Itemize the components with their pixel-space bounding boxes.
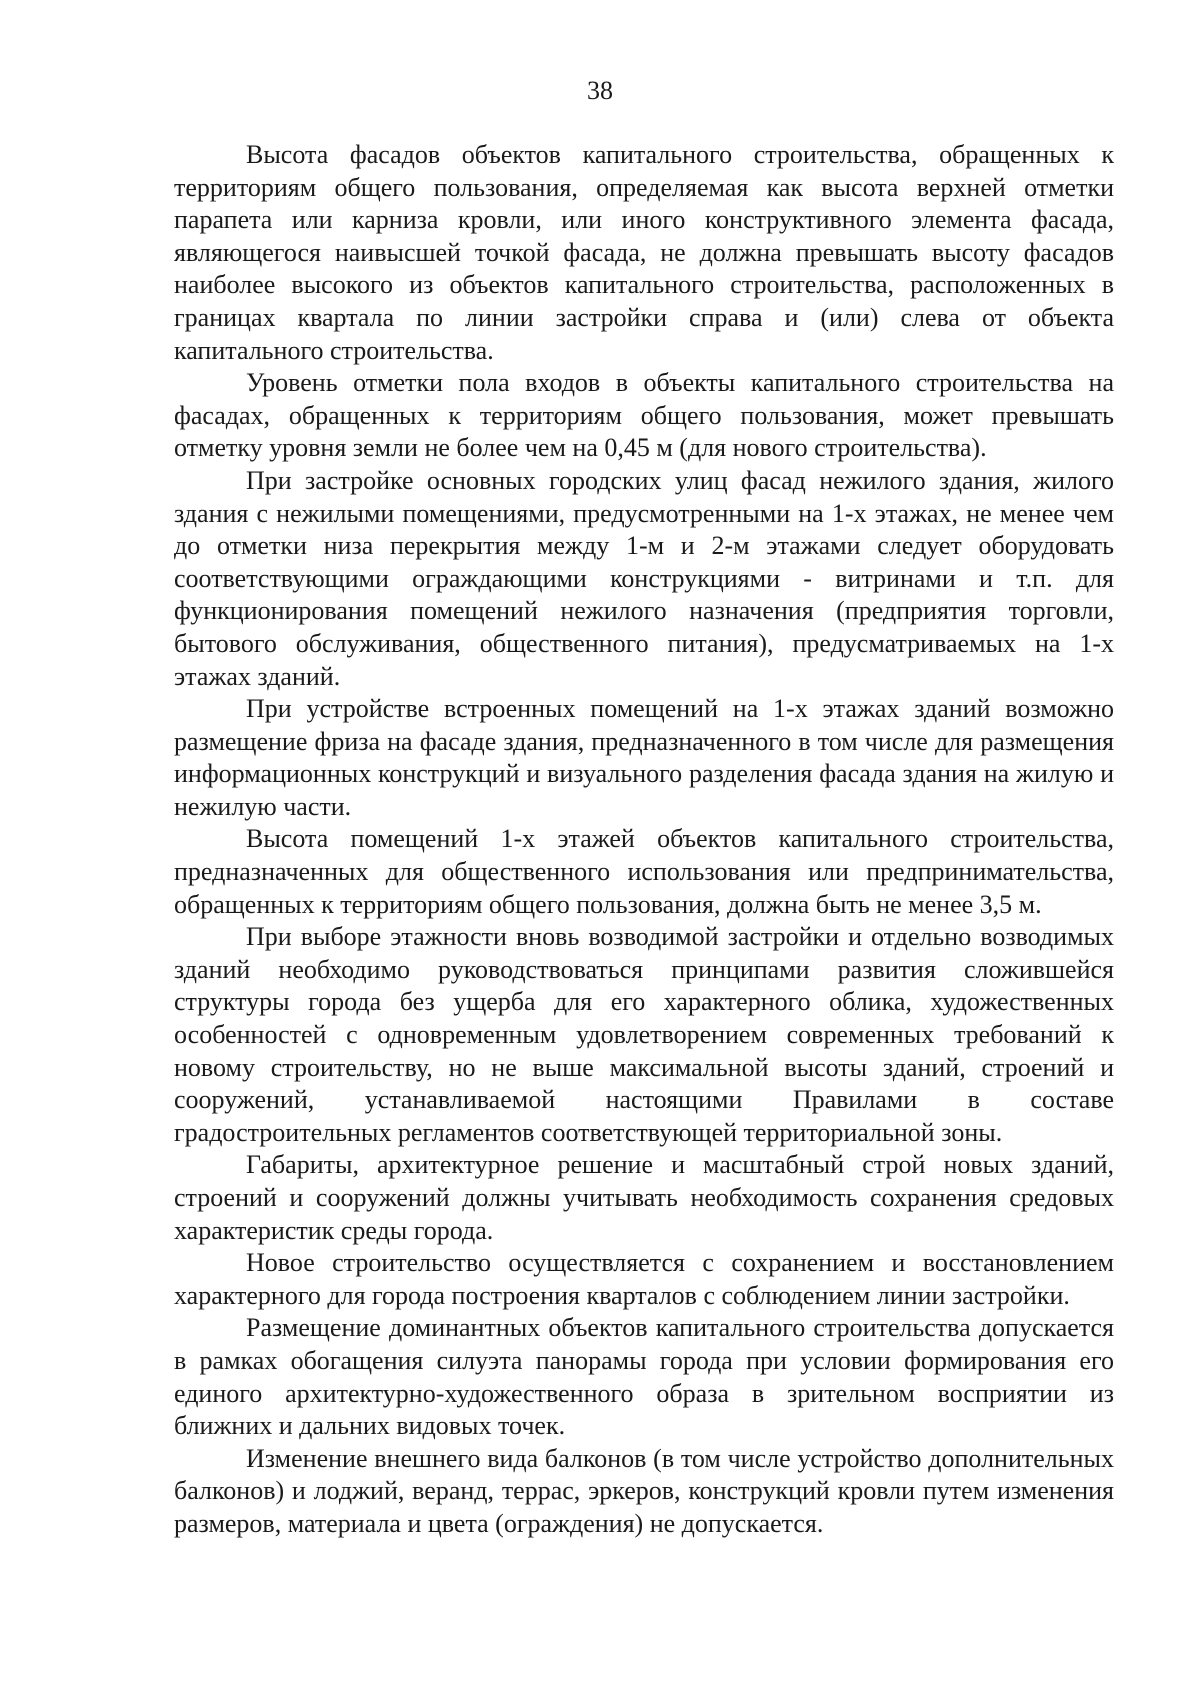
paragraph-dominants: Размещение доминантных объектов капитального строительства допускается в рамках обогащения силуэта панорамы города при условии формирования его единого архитектурно-художественного образа в зрительном восприятии из ближних и дальних видовых точек.: [174, 1313, 1114, 1441]
document-body: [174, 139, 1114, 1541]
paragraph-balconies: Изменение внешнего вида балконов (в том числе устройство дополнительных балконов) и лоджий, веранд, террас, эркеров, конструкций кровли путем изменения размеров, материала и цвета (ограждения) не допускается.: [174, 1443, 1114, 1538]
paragraph-new-construction: Новое строительство осуществляется с сохранением и восстановлением характерного для города построения кварталов с соблюдением линии застройки.: [174, 1248, 1114, 1310]
paragraph-ground-floor-height: Высота помещений 1-х этажей объектов капитального строительства, предназначенных для общественного использования или предпринимательства, обращенных к территориям общего пользования, должна быть не менее 3,5 м.: [174, 824, 1114, 919]
paragraph-facade-height: Высота фасадов объектов капитального строительства, обращенных к территориям общего пользования, определяемая как высота верхней отметки парапета или карниза кровли, или иного конструктивного элемента фасада, являющегося наивысшей точкой фасада, не должна превышать высоту фасадов наиболее высокого из объектов капитального строительства, расположенных в границах квартала по линии застройки справа и (или) слева от объекта капитального строительства.: [174, 140, 1114, 365]
paragraph-street-facade: При застройке основных городских улиц фасад нежилого здания, жилого здания с нежилыми помещениями, предусмотренными на 1-х этажах, не менее чем до отметки низа перекрытия между 1-м и 2-м этажами следует оборудовать соответствующими ограждающими конструкциями - витринами и т.п. для функционирования помещений нежилого назначения (предприятия торговли, бытового обслуживания, общественного питания), предусматриваемых на 1-х этажах зданий.: [174, 465, 1114, 691]
page-number: 38: [587, 76, 613, 105]
paragraph-dimensions: Габариты, архитектурное решение и масштабный строй новых зданий, строений и сооружений должны учитывать необходимость сохранения средовых характеристик среды города.: [174, 1150, 1114, 1245]
paragraph-floor-level: Уровень отметки пола входов в объекты капитального строительства на фасадах, обращенных к территориям общего пользования, может превышать отметку уровня земли не более чем на 0,45 м (для нового строительства).: [174, 368, 1114, 463]
paragraph-frieze: При устройстве встроенных помещений на 1-х этажах зданий возможно размещение фриза на фасаде здания, предназначенного в том числе для размещения информационных конструкций и визуального разделения фасада здания на жилую и нежилую части.: [174, 694, 1114, 821]
paragraph-storeys: При выборе этажности вновь возводимой застройки и отдельно возводимых зданий необходимо руководствоваться принципами развития сложившейся структуры города без ущерба для его характерного облика, художественных особенностей с одновременным удовлетворением современных требований к новому строительству, но не выше максимальной высоты зданий, строений и сооружений, устанавливаемой настоящими Правилами в составе градостроительных регламентов соответствующей территориальной зоны.: [174, 922, 1114, 1147]
